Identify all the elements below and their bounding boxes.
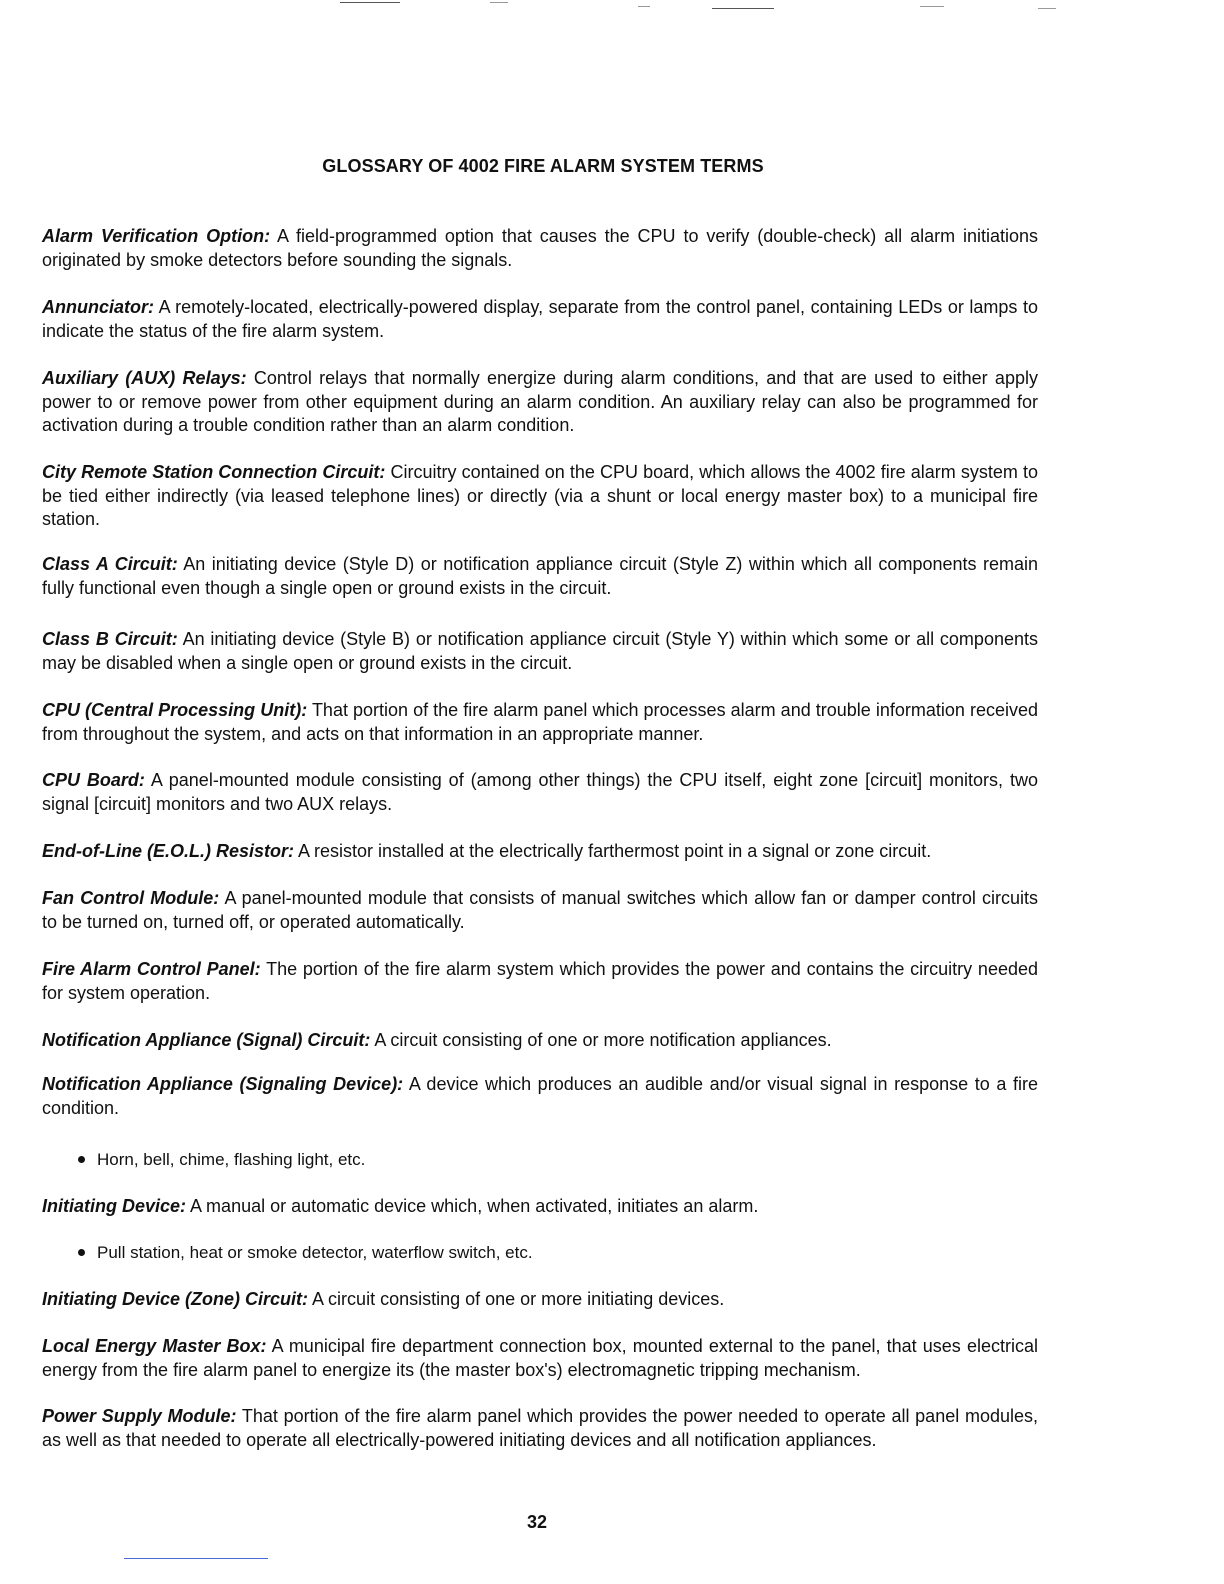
glossary-entry [42,840,1038,864]
bullet-icon [78,1249,85,1256]
glossary-definition: A device which produces an audible and/or visual signal in response to a fire condition. [42,1074,1039,1118]
glossary-entry [42,553,1038,600]
glossary-definition: A municipal fire department connection box, mounted external to the panel, that uses electrical energy from the fire alarm panel to energize its (the master box's) electromagnetic tripping mechanism. [42,1336,1038,1380]
list-item-text: Horn, bell, chime, flashing light, etc. [97,1150,366,1169]
scan-artifact-line [124,1558,268,1559]
glossary-term: CPU Board: [42,770,145,790]
glossary-term: Class B Circuit: [42,629,178,649]
glossary-term: Local Energy Master Box: [42,1336,267,1356]
list-item-text: Pull station, heat or smoke detector, waterflow switch, etc. [97,1243,533,1262]
glossary-definition: A panel-mounted module consisting of (among other things) the CPU itself, eight zone [circuit] monitors, two signal [circuit] monitors and two AUX relays. [42,770,1038,814]
glossary-definition: A panel-mounted module that consists of manual switches which allow fan or damper control circuits to be turned on, turned off, or operated automatically. [42,888,1038,932]
scan-artifact-line [490,2,508,3]
glossary-definition: A manual or automatic device which, when activated, initiates an alarm. [190,1196,759,1216]
glossary-term: Power Supply Module: [42,1406,237,1426]
glossary-entry [42,1405,1038,1452]
glossary-definition: A remotely-located, electrically-powered display, separate from the control panel, containing LEDs or lamps to indicate the status of the fire alarm system. [42,297,1038,341]
glossary-definition: An initiating device (Style B) or notification appliance circuit (Style Y) within which some or all components may be disabled when a single open or ground exists in the circuit. [42,629,1038,673]
page-title: GLOSSARY OF 4002 FIRE ALARM SYSTEM TERMS [322,156,764,176]
glossary-term: CPU (Central Processing Unit): [42,700,308,720]
glossary-definition: A resistor installed at the electrically farthermost point in a signal or zone circuit. [298,841,932,861]
glossary-entry [42,461,1038,532]
glossary-term: Auxiliary (AUX) Relays: [42,368,247,388]
glossary-definition: That portion of the fire alarm panel which provides the power needed to operate all panel modules, as well as that needed to operate all electrically-powered initiating devices and all notification appliances. [42,1406,1038,1450]
scan-artifact-line [920,6,944,7]
glossary-term: Class A Circuit: [42,554,178,574]
glossary-entry [42,1335,1038,1382]
glossary-entry [42,367,1038,438]
scan-artifact-line [1038,8,1056,9]
glossary-entry [42,1029,1038,1053]
glossary-entry [42,769,1038,816]
glossary-term: End-of-Line (E.O.L.) Resistor: [42,841,294,861]
glossary-term: Initiating Device (Zone) Circuit: [42,1289,309,1309]
glossary-definition: A circuit consisting of one or more initiating devices. [312,1289,725,1309]
glossary-entry [42,1288,1038,1312]
list-item [78,1241,533,1264]
glossary-term: Notification Appliance (Signaling Device): [42,1074,404,1094]
glossary-entry [42,1195,1038,1219]
glossary-entry [42,887,1038,934]
glossary-entry [42,1073,1038,1120]
bullet-icon [78,1156,85,1163]
glossary-term: City Remote Station Connection Circuit: [42,462,386,482]
glossary-term: Notification Appliance (Signal) Circuit: [42,1030,371,1050]
glossary-term: Alarm Verification Option: [42,226,271,246]
glossary-definition: A field-programmed option that causes the CPU to verify (double-check) all alarm initiations originated by smoke detectors before sounding the signals. [42,226,1039,270]
scan-artifact-line [712,8,774,9]
glossary-definition: Control relays that normally energize during alarm conditions, and that are used to either apply power to or remove power from other equipment during an alarm condition. An auxiliary relay can also be programmed for activation during a trouble condition rather than an alarm condition. [42,368,1038,435]
glossary-entry [42,958,1038,1005]
glossary-entry [42,225,1038,272]
glossary-term: Fire Alarm Control Panel: [42,959,261,979]
glossary-definition: An initiating device (Style D) or notification appliance circuit (Style Z) within which all components remain fully functional even though a single open or ground exists in the circuit. [42,554,1039,598]
glossary-definition: The portion of the fire alarm system which provides the power and contains the circuitry needed for system operation. [42,959,1038,1003]
page-number: 32 [526,1512,548,1532]
glossary-definition: A circuit consisting of one or more notification appliances. [374,1030,832,1050]
glossary-definition: Circuitry contained on the CPU board, which allows the 4002 fire alarm system to be tied either indirectly (via leased telephone lines) or directly (via a shunt or local energy master box) to a municipal fire station. [42,462,1039,529]
glossary-term: Annunciator: [42,297,154,317]
scan-artifact-line [340,2,400,3]
glossary-definition: That portion of the fire alarm panel which processes alarm and trouble information received from throughout the system, and acts on that information in an appropriate manner. [42,700,1038,744]
glossary-entry [42,699,1038,746]
glossary-term: Fan Control Module: [42,888,220,908]
glossary-entry [42,628,1038,675]
glossary-entry [42,296,1038,343]
list-item [78,1148,365,1171]
scan-artifact-line [638,6,650,7]
glossary-term: Initiating Device: [42,1196,187,1216]
